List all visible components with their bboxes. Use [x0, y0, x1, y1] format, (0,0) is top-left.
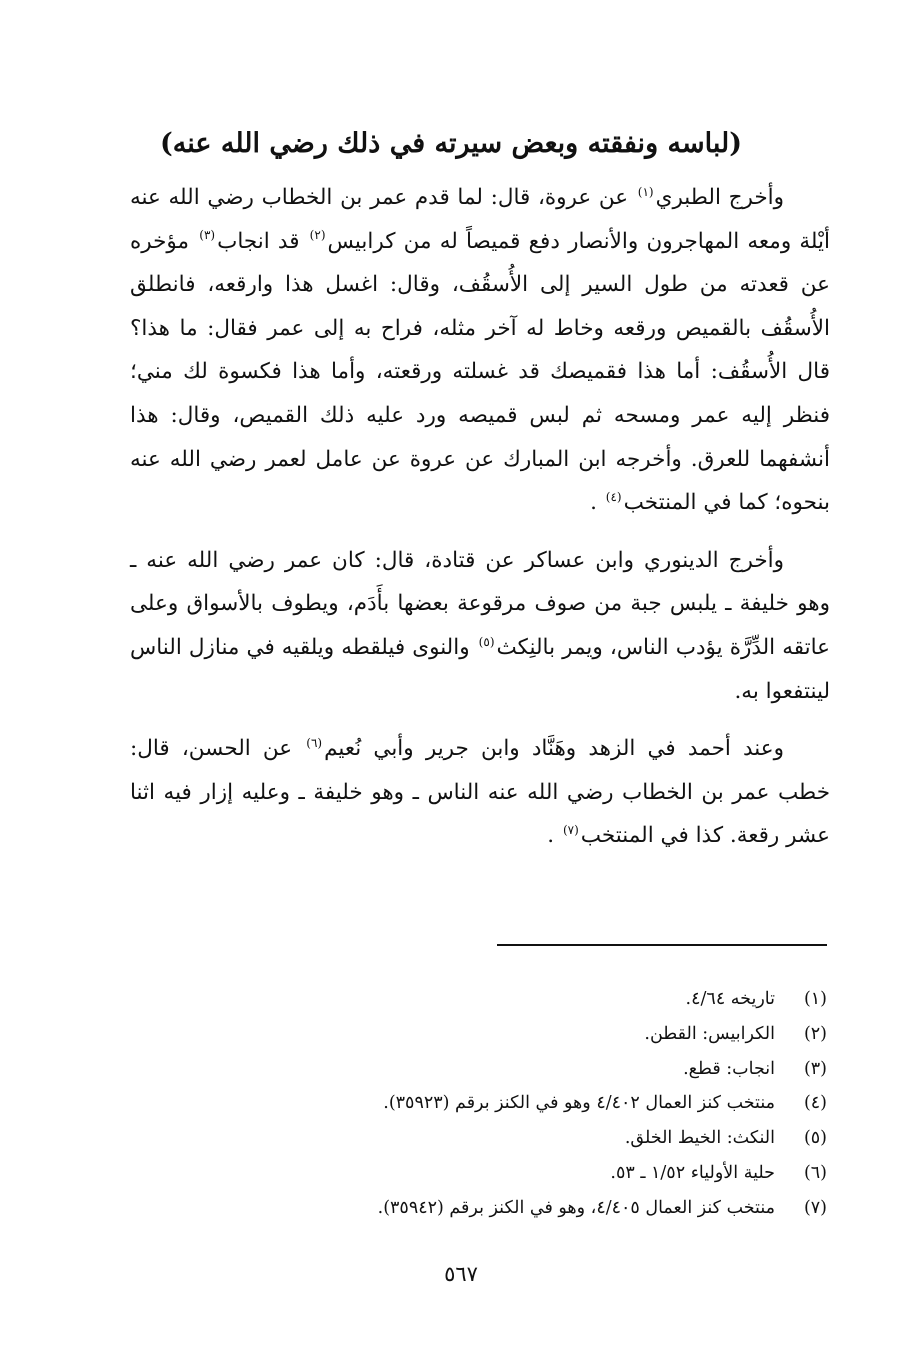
- text-run: والنوى فيلقطه ويلقيه في منازل الناس لينتفعوا به.: [130, 634, 830, 704]
- footnote-number: (٥): [803, 1128, 827, 1149]
- footnote-text: منتخب كنز العمال ٤/٤٠٥، وهو في الكنز برقم (٣٥٩٤٢).: [377, 1197, 775, 1218]
- footnote-marker-4: (٤): [605, 490, 622, 504]
- footnote-item: [180, 1052, 827, 1087]
- text-run: .: [547, 823, 561, 849]
- footnote-item: [180, 1086, 827, 1121]
- text-run: وأخرج الدينوري وابن عساكر عن قتادة، قال: كان عمر رضي الله عنه ـ وهو خليفة ـ يلبس جبة من صوف مرقوعة بعضها بأَدَم، ويطوف بالأسواق وعلى عاتقه الدِّرَّة يؤدب الناس، ويمر بالنِكث: [130, 547, 830, 660]
- footnote-item: [180, 1191, 827, 1226]
- footnotes-list: [180, 982, 827, 1226]
- footnote-item: [180, 1017, 827, 1052]
- text-run: عن عروة، قال: لما قدم عمر بن الخطاب رضي الله عنه أيْلة ومعه المهاجرون والأنصار دفع قميصاً له من كرابيس: [130, 185, 831, 254]
- footnote-text: انجاب: قطع.: [683, 1058, 775, 1079]
- section-heading: (لباسه ونفقته وبعض سيرته في ذلك رضي الله عنه): [159, 128, 742, 159]
- paragraph-3: [130, 727, 830, 858]
- footnote-text: الكرابيس: القطن.: [644, 1023, 775, 1044]
- footnote-text: تاريخه ٤/٦٤.: [685, 989, 775, 1009]
- footnote-marker-7: (٧): [562, 823, 579, 838]
- footnote-item: [180, 982, 827, 1017]
- footnote-marker-6: (٦): [306, 735, 323, 750]
- text-run: .: [590, 490, 604, 516]
- text-run: عن الحسن، قال: خطب عمر بن الخطاب رضي الله عنه الناس ـ وهو خليفة ـ وعليه إزار فيه اثنا عشر رقعة. كذا في المنتخب: [130, 736, 830, 849]
- footnote-marker-5: (٥): [478, 634, 495, 649]
- text-run: وأخرج الطبري: [655, 185, 785, 210]
- footnote-text: منتخب كنز العمال ٤/٤٠٢ وهو في الكنز برقم (٣٥٩٢٣).: [383, 1093, 775, 1114]
- text-run: مؤخره عن قعدته من طول السير إلى الأُسقُف، وقال: اغسل هذا وارقعه، فانطلق الأُسقُف بالقميص ورقعه وخاط له آخر مثله، فراح به إلى عمر فقال: ما هذا؟ قال الأُسقُف: أما هذا فقميصك قد غسلته ورقعته، وأما هذا فكسوة لك مني؛ فنظر إليه عمر ومسحه ثم لبس قميصه ورد عليه ذلك القميص، وقال: هذا أنشفهما للعرق. وأخرجه ابن المبارك عن عروة عن عامل لعمر رضي الله عنه بنحوه؛ كما في المنتخب: [130, 228, 830, 516]
- footnote-number: (١): [803, 989, 827, 1009]
- footnote-text: حلية الأولياء ١/٥٢ ـ ٥٣.: [610, 1162, 775, 1183]
- footnote-number: (٧): [803, 1197, 827, 1218]
- footnote-number: (٣): [803, 1058, 827, 1079]
- footnote-marker-2: (٢): [309, 228, 326, 243]
- footnote-marker-3: (٣): [199, 228, 216, 243]
- footnote-number: (٦): [803, 1162, 827, 1183]
- footnote-item: [180, 1121, 827, 1156]
- footnote-number: (٤): [803, 1093, 827, 1114]
- footnote-marker-1: (١): [637, 184, 654, 199]
- footnote-item: [180, 1156, 827, 1191]
- text-run: قد انجاب: [217, 228, 308, 254]
- footnote-separator: [497, 944, 827, 946]
- footnote-text: النكث: الخيط الخلق.: [624, 1128, 775, 1149]
- footnote-number: (٢): [803, 1023, 827, 1044]
- text-run: وعند أحمد في الزهد وهَنَّاد وابن جرير وأبي نُعيم: [324, 736, 784, 762]
- main-text: [130, 176, 830, 872]
- paragraph-1: [130, 176, 830, 525]
- page-number: ٥٦٧: [444, 1262, 478, 1286]
- paragraph-2: [130, 539, 830, 713]
